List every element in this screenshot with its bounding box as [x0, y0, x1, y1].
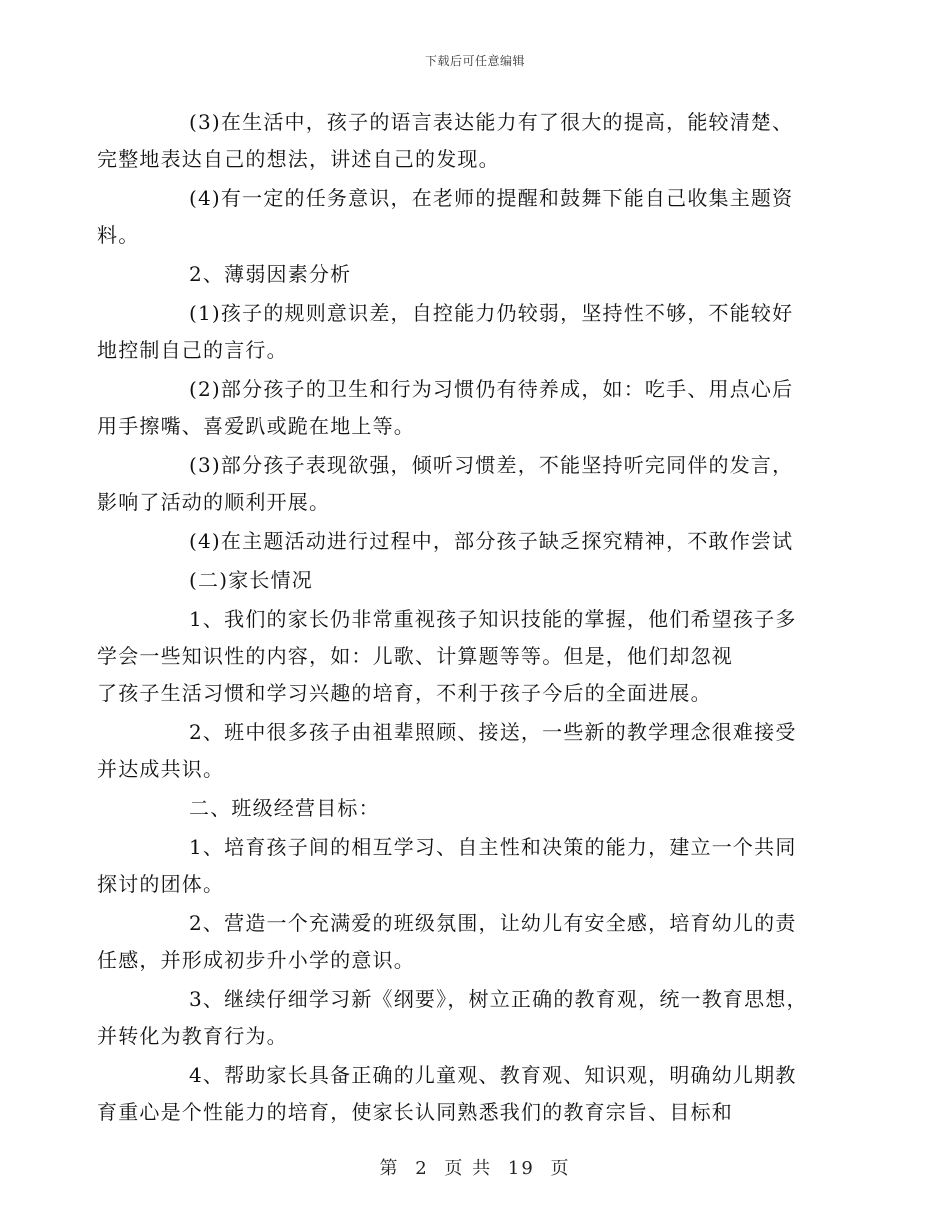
text-line: 料。: [97, 223, 140, 247]
section-heading: [143, 562, 813, 599]
text-line: (3)部分孩子表现欲强，倾听习惯差，不能坚持听完同伴的发言，: [189, 453, 794, 477]
text-line: 育重心是个性能力的培育，使家长认同熟悉我们的教育宗旨、目标和: [97, 1100, 733, 1124]
paragraph: [97, 1057, 813, 1131]
footer-prefix: 第: [379, 1158, 400, 1179]
text-line: 3、继续仔细学习新《纲要》，树立正确的教育观，统一教育思想，: [189, 987, 808, 1011]
paragraph: [97, 180, 813, 254]
text-line: 了孩子生活习惯和学习兴趣的培育，不利于孩子今后的全面进展。: [97, 681, 712, 705]
text-line: 1、培育孩子间的相互学习、自主性和决策的能力，建立一个共同: [189, 835, 797, 859]
footer-middle: 页 共: [444, 1158, 493, 1179]
paragraph: [97, 104, 813, 178]
text-line: 二、班级经营目标：: [189, 796, 380, 820]
paragraph: [97, 829, 813, 903]
text-line: 2、薄弱因素分析: [189, 262, 352, 286]
paragraph: [97, 905, 813, 979]
section-heading: [143, 790, 813, 827]
text-line: 1、我们的家长仍非常重视孩子知识技能的掌握，他们希望孩子多: [189, 607, 797, 631]
text-line: 探讨的团体。: [97, 872, 225, 896]
text-line: (3)在生活中，孩子的语言表达能力有了很大的提高，能较清楚、: [189, 110, 794, 134]
text-line: (4)有一定的任务意识，在老师的提醒和鼓舞下能自己收集主题资: [189, 186, 794, 210]
text-line: 影响了活动的顺利开展。: [97, 490, 331, 514]
text-line: (二)家长情况: [189, 568, 314, 592]
text-line: 并达成共识。: [97, 757, 225, 781]
page-footer: [0, 1154, 950, 1180]
paragraph: [97, 981, 813, 1055]
text-line: 用手擦嘴、喜爱趴或跪在地上等。: [97, 414, 415, 438]
text-line: (2)部分孩子的卫生和行为习惯仍有待养成，如：吃手、用点心后: [189, 377, 794, 401]
text-line: 2、班中很多孩子由祖辈照顾、接送，一些新的教学理念很难接受: [189, 720, 797, 744]
page-header: 下载后可任意编辑: [424, 54, 525, 68]
paragraph: [97, 371, 813, 445]
text-line: 并转化为教育行为。: [97, 1024, 288, 1048]
text-line: 2、营造一个充满爱的班级氛围，让幼儿有安全感，培育幼儿的责: [189, 911, 797, 935]
paragraph: [97, 447, 813, 521]
paragraph: [97, 295, 813, 369]
text-line: (4)在主题活动进行过程中，部分孩子缺乏探究精神，不敢作尝试: [189, 529, 794, 553]
footer-suffix: 页: [550, 1158, 571, 1179]
text-line: (1)孩子的规则意识差，自控能力仍较弱，坚持性不够，不能较好: [189, 301, 794, 325]
section-heading: [143, 256, 813, 293]
text-line: 完整地表达自己的想法，讲述自己的发现。: [97, 147, 500, 171]
total-page-count: 19: [507, 1158, 535, 1179]
paragraph: [97, 714, 813, 788]
paragraph: [97, 601, 813, 712]
text-line: 4、帮助家长具备正确的儿童观、教育观、知识观，明确幼儿期教: [189, 1063, 797, 1087]
document-body: [97, 104, 813, 1133]
text-line: 学会一些知识性的内容，如：儿歌、计算题等等。但是，他们却忽视: [97, 644, 733, 668]
text-line: 任感，并形成初步升小学的意识。: [97, 948, 415, 972]
text-line: 地控制自己的言行。: [97, 338, 288, 362]
paragraph: [143, 523, 813, 560]
current-page-number: 2: [415, 1158, 429, 1179]
